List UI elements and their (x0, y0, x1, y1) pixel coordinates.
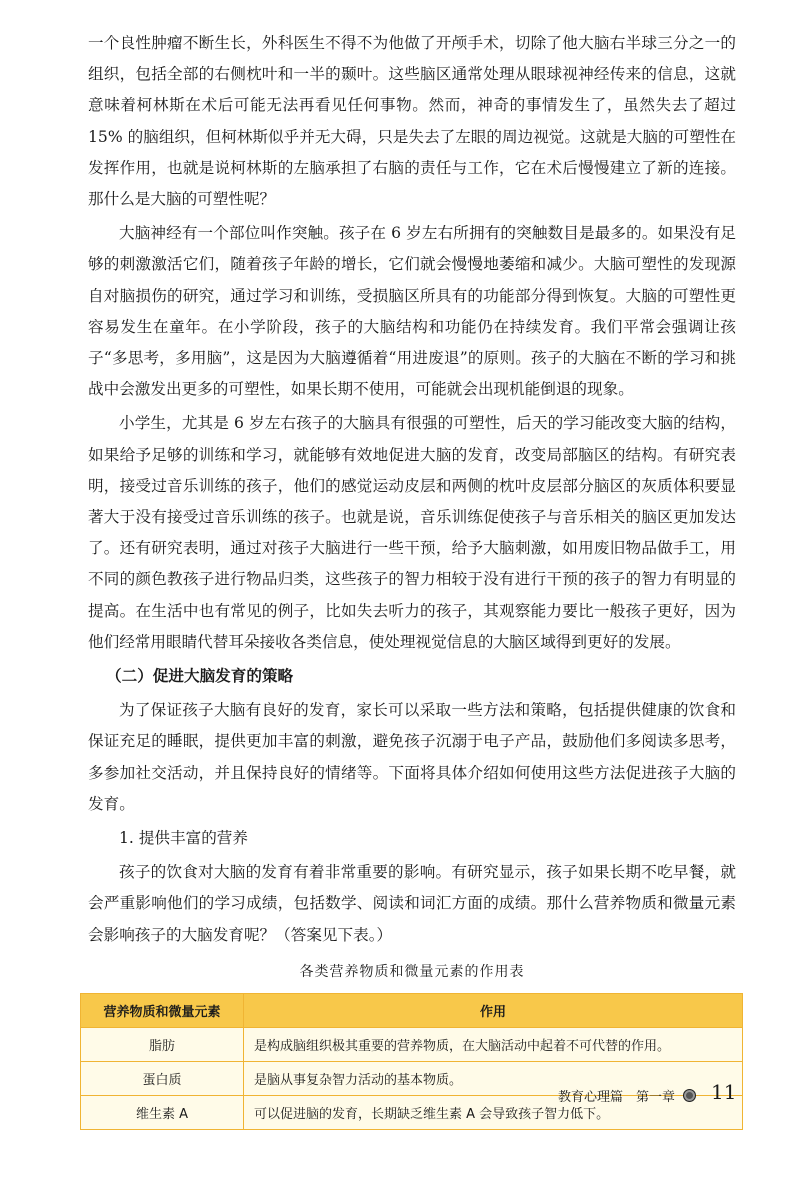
table-header-cell: 作用 (244, 993, 743, 1027)
table-cell-effect: 是脑从事复杂智力活动的基本物质。 (244, 1061, 743, 1095)
page-footer (0, 1080, 800, 1110)
table-caption: 各类营养物质和微量元素的作用表 (299, 963, 525, 980)
paragraph-1: 一个良性肿瘤不断生长，外科医生不得不为他做了开颅手术，切除了他大脑右半球三分之一的组织，包括全部的右侧枕叶和一半的颞叶。这些脑区通常处理从眼球视神经传来的信息，这就意味着柯林斯在术后可能无法再看见任何事物。然而，神奇的事情发生了，虽然失去了超过 15% 的脑组织，但柯林斯似乎并无大碍，只是失去了左眼的周边视觉。这就是大脑的可塑性在发挥作用，也就是说柯林斯的左脑承担了右脑的责任与工作，它在术后慢慢建立了新的连接。那什么是大脑的可塑性呢？ (88, 34, 736, 209)
table-header-cell: 营养物质和微量元素 (81, 993, 244, 1027)
paragraph-5: 孩子的饮食对大脑的发育有着非常重要的影响。有研究显示，孩子如果长期不吃早餐，就会严重影响他们的学习成绩，包括数学、阅读和词汇方面的成绩。那什么营养物质和微量元素会影响孩子的大脑发育呢？（答案见下表。） (88, 863, 736, 944)
page-number: 11 (711, 1080, 737, 1104)
table-row (81, 1027, 743, 1061)
section-heading: （二）促进大脑发育的策略 (106, 667, 294, 686)
sub-heading: 1. 提供丰富的营养 (119, 829, 248, 848)
table-cell-effect: 是构成脑组织极其重要的营养物质，在大脑活动中起着不可代替的作用。 (244, 1027, 743, 1061)
circle-bullet-icon (683, 1089, 696, 1102)
table-cell-nutrient: 脂肪 (81, 1027, 244, 1061)
table-cell-nutrient: 维生素 A (81, 1095, 244, 1129)
table-cell-effect: 可以促进脑的发育，长期缺乏维生素 A 会导致孩子智力低下。 (244, 1095, 743, 1129)
table-header-row (81, 993, 743, 1027)
paragraph-4: 为了保证孩子大脑有良好的发育，家长可以采取一些方法和策略，包括提供健康的饮食和保证充足的睡眠，提供更加丰富的刺激，避免孩子沉溺于电子产品，鼓励他们多阅读多思考，多参加社交活动，并且保持良好的情绪等。下面将具体介绍如何使用这些方法促进孩子大脑的发育。 (88, 701, 736, 813)
paragraph-2: 大脑神经有一个部位叫作突触。孩子在 6 岁左右所拥有的突触数目是最多的。如果没有足够的刺激激活它们，随着孩子年龄的增长，它们就会慢慢地萎缩和减少。大脑可塑性的发现源自对脑损伤的研究，通过学习和训练，受损脑区所具有的功能部分得到恢复。大脑的可塑性更容易发生在童年。在小学阶段，孩子的大脑结构和功能仍在持续发育。我们平常会强调让孩子“多思考，多用脑”，这是因为大脑遵循着“用进废退”的原则。孩子的大脑在不断的学习和挑战中会激发出更多的可塑性，如果长期不使用，可能就会出现机能倒退的现象。 (88, 224, 736, 399)
page-content (88, 28, 736, 1130)
footer-chapter-label: 教育心理篇 第一章 (557, 1090, 675, 1105)
table-cell-nutrient: 蛋白质 (81, 1061, 244, 1095)
paragraph-3: 小学生，尤其是 6 岁左右孩子的大脑具有很强的可塑性，后天的学习能改变大脑的结构，如果给予足够的训练和学习，就能够有效地促进大脑的发育，改变局部脑区的结构。有研究表明，接受过音乐训练的孩子，他们的感觉运动皮层和两侧的枕叶皮层部分脑区的灰质体积要显著大于没有接受过音乐训练的孩子。也就是说，音乐训练促使孩子与音乐相关的脑区更加发达了。还有研究表明，通过对孩子大脑进行一些干预，给予大脑刺激，如用废旧物品做手工，用不同的颜色教孩子进行物品归类，这些孩子的智力相较于没有进行干预的孩子的智力有明显的提高。在生活中也有常见的例子，比如失去听力的孩子，其观察能力要比一般孩子更好，因为他们经常用眼睛代替耳朵接收各类信息，使处理视觉信息的大脑区域得到更好的发展。 (88, 414, 736, 651)
